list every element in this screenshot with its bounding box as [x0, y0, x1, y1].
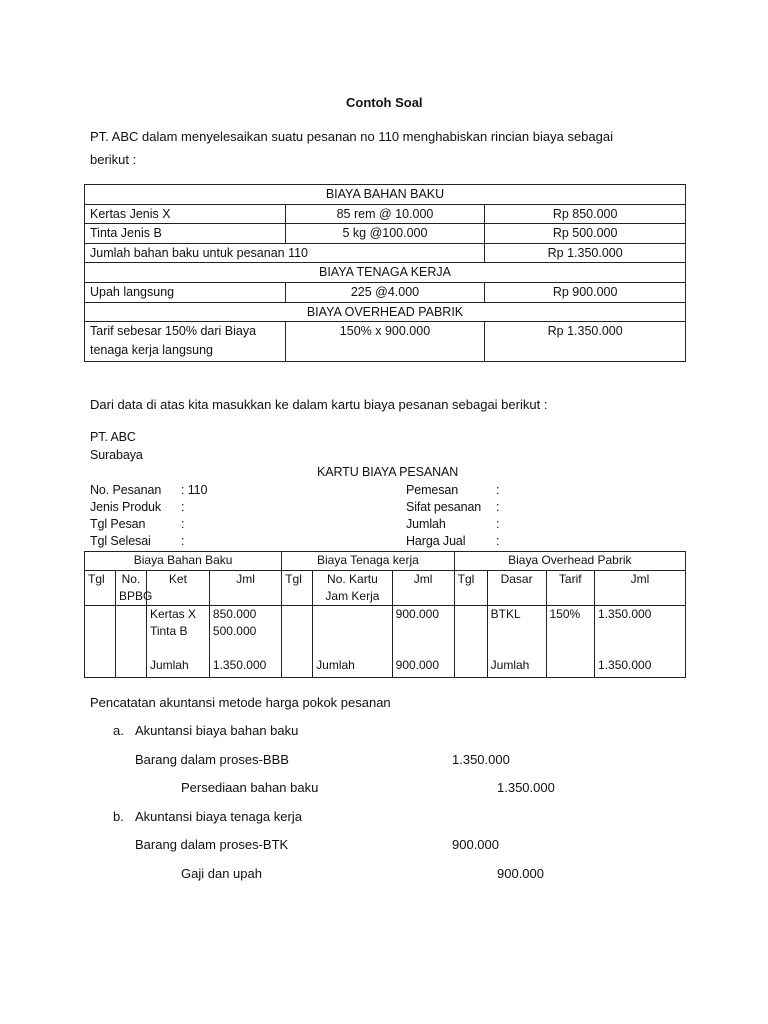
qty-cell: 85 rem @ 10.000	[285, 204, 485, 224]
dasar-cell	[487, 606, 546, 678]
ket-total: Jumlah	[316, 658, 355, 672]
intro-line-1: PT. ABC dalam menyelesaikan suatu pesanan no 110 menghabiskan rincian biaya sebagai	[90, 129, 613, 144]
qty-cell: 225 @4.000	[285, 282, 485, 302]
amount-cell: Rp 500.000	[485, 224, 686, 244]
journal-heading: Pencatatan akuntansi metode harga pokok pesanan	[90, 695, 391, 710]
field-value: :	[496, 534, 500, 548]
table-row	[85, 606, 686, 678]
credit-account: Persediaan bahan baku	[181, 780, 319, 795]
table-row	[85, 243, 686, 263]
list-marker: b.	[113, 809, 124, 824]
item-line-2: tenaga kerja langsung	[90, 343, 214, 358]
item-cell: Kertas Jenis X	[85, 204, 286, 224]
table-row	[85, 322, 686, 362]
field-label: Sifat pesanan	[406, 500, 482, 514]
no-kartu-cell	[313, 606, 393, 678]
qty-cell: 150% x 900.000	[285, 322, 485, 362]
company-name: PT. ABC	[90, 430, 136, 444]
jml-total: 1.350.000	[598, 658, 652, 672]
table-row	[85, 282, 686, 302]
cost-table	[84, 184, 686, 362]
table-row	[85, 204, 686, 224]
jml-cell	[209, 606, 281, 678]
field-label: Jenis Produk	[90, 500, 162, 514]
journal-b-title: Akuntansi biaya tenaga kerja	[135, 809, 302, 824]
list-marker: a.	[113, 723, 124, 738]
col-header-no-kartu	[313, 571, 393, 606]
jml-item: 500.000	[212, 624, 257, 638]
field-label: Tgl Selesai	[90, 534, 151, 548]
transition-text: Dari data di atas kita masukkan ke dalam kartu biaya pesanan sebagai berikut :	[90, 397, 548, 412]
field-value: : 110	[181, 483, 208, 497]
field-value: :	[496, 517, 500, 531]
bahan-baku-header: BIAYA BAHAN BAKU	[85, 185, 686, 205]
debit-account: Barang dalam proses-BTK	[135, 837, 289, 852]
field-value: :	[496, 483, 500, 497]
item-cell: Upah langsung	[85, 282, 286, 302]
item-cell: Tinta Jenis B	[85, 224, 286, 244]
debit-account: Barang dalam proses-BBB	[135, 752, 289, 767]
qty-cell: 5 kg @100.000	[285, 224, 485, 244]
tenaga-kerja-header: BIAYA TENAGA KERJA	[85, 263, 686, 283]
tgl-cell	[282, 606, 313, 678]
group-header-tenaga-kerja: Biaya Tenaga kerja	[282, 552, 454, 571]
jml-total: 1.350.000	[212, 658, 267, 672]
dasar-total: Jumlah	[490, 658, 530, 672]
field-value: :	[496, 500, 500, 514]
col-header-line: No.	[121, 572, 141, 586]
overhead-header: BIAYA OVERHEAD PABRIK	[85, 302, 686, 322]
field-value: :	[181, 500, 185, 514]
group-header-overhead: Biaya Overhead Pabrik	[454, 552, 685, 571]
tgl-cell	[454, 606, 487, 678]
debit-amount: 1.350.000	[452, 752, 510, 767]
field-label: Jumlah	[406, 517, 446, 531]
field-value: :	[181, 517, 185, 531]
col-header-jml: Jml	[209, 571, 281, 606]
amount-cell: Rp 850.000	[485, 204, 686, 224]
field-value: :	[181, 534, 185, 548]
jml-item: 1.350.000	[598, 607, 652, 621]
col-header-line: No. Kartu	[327, 572, 378, 586]
tgl-cell	[85, 606, 116, 678]
col-header-line: Jam Kerja	[325, 589, 380, 603]
amount-cell: Rp 900.000	[485, 282, 686, 302]
col-header-tgl: Tgl	[85, 571, 116, 606]
journal-a-title: Akuntansi biaya bahan baku	[135, 723, 299, 738]
debit-amount: 900.000	[452, 837, 499, 852]
jml-item: 850.000	[212, 607, 257, 621]
jml-cell	[595, 606, 686, 678]
col-header-jml: Jml	[392, 571, 454, 606]
col-header-dasar: Dasar	[487, 571, 546, 606]
card-title: KARTU BIAYA PESANAN	[317, 465, 459, 479]
col-header-ket: Ket	[146, 571, 209, 606]
field-label: No. Pesanan	[90, 483, 162, 497]
ket-cell	[146, 606, 209, 678]
amount-cell: Rp 1.350.000	[485, 322, 686, 362]
col-header-tarif: Tarif	[546, 571, 595, 606]
tarif-item: 150%	[549, 607, 581, 621]
field-label: Tgl Pesan	[90, 517, 146, 531]
tarif-cell	[546, 606, 595, 678]
col-header-line: BPBG	[118, 589, 153, 603]
ket-item: Kertas X	[149, 607, 196, 621]
ket-total: Jumlah	[149, 658, 189, 672]
page-title: Contoh Soal	[346, 95, 423, 110]
col-header-tgl: Tgl	[282, 571, 313, 606]
jml-item: 900.000	[395, 607, 440, 621]
bahan-total-amount: Rp 1.350.000	[485, 243, 686, 263]
jml-cell	[392, 606, 454, 678]
intro-line-2: berikut :	[90, 152, 137, 167]
dasar-item: BTKL	[490, 607, 521, 621]
jml-total: 900.000	[395, 658, 440, 672]
company-city: Surabaya	[90, 448, 143, 462]
no-bpbg-cell	[115, 606, 146, 678]
credit-amount: 1.350.000	[497, 780, 555, 795]
bahan-total-label: Jumlah bahan baku untuk pesanan 110	[85, 243, 485, 263]
group-header-bahan-baku: Biaya Bahan Baku	[85, 552, 282, 571]
table-row	[85, 224, 686, 244]
col-header-jml: Jml	[595, 571, 686, 606]
col-header-no-bpbg	[115, 571, 153, 606]
item-line-1: Tarif sebesar 150% dari Biaya	[90, 324, 257, 339]
job-cost-card-table	[84, 551, 686, 678]
field-label: Harga Jual	[406, 534, 466, 548]
field-label: Pemesan	[406, 483, 459, 497]
credit-amount: 900.000	[497, 866, 544, 881]
ket-item: Tinta B	[149, 624, 188, 638]
credit-account: Gaji dan upah	[181, 866, 262, 881]
col-header-tgl: Tgl	[454, 571, 487, 606]
item-cell	[85, 322, 286, 362]
